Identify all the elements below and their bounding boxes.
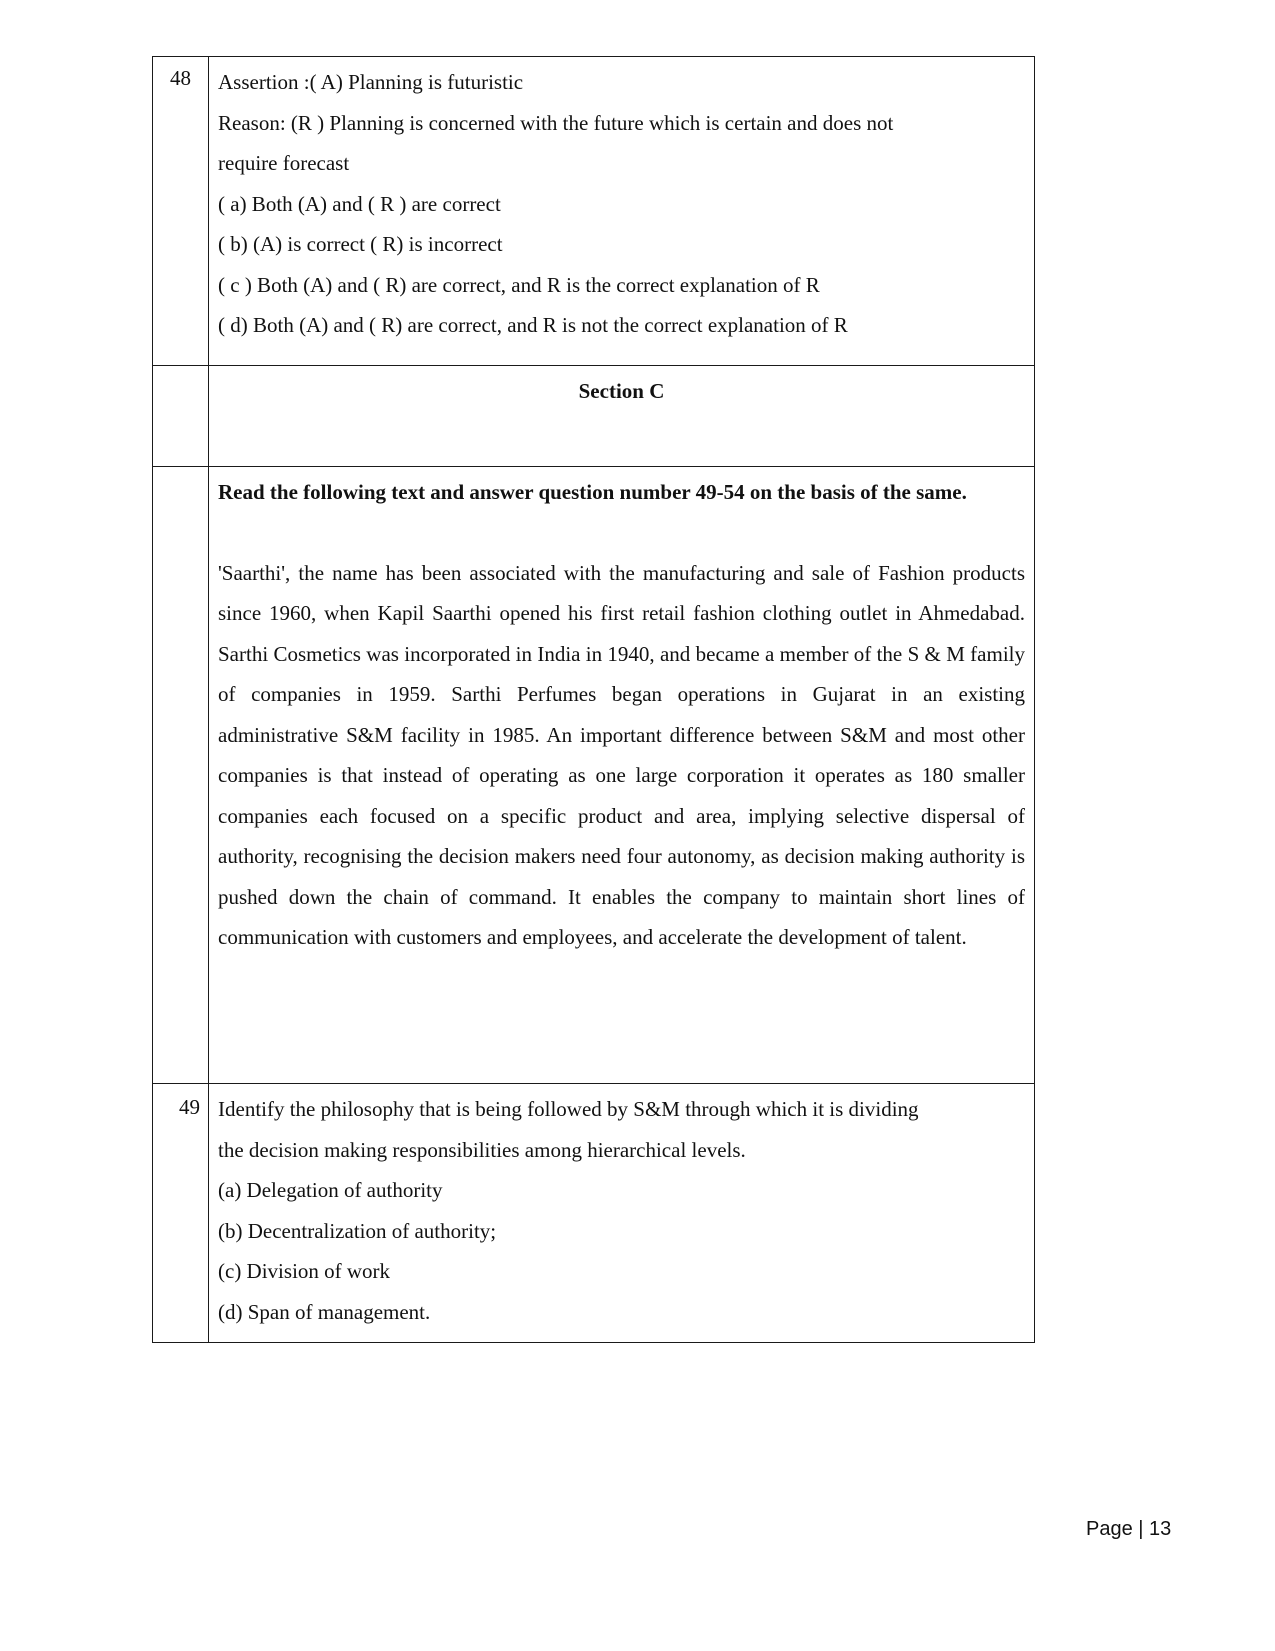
section-title: Section C bbox=[578, 379, 665, 403]
option-b: ( b) (A) is correct ( R) is incorrect bbox=[218, 232, 503, 256]
option-d: (d) Span of management. bbox=[218, 1299, 431, 1324]
empty-number-cell bbox=[153, 366, 209, 467]
option-c: (c) Division of work bbox=[218, 1259, 391, 1283]
passage-instruction: Read the following text and answer question number 49-54 on the basis of the same. bbox=[218, 480, 967, 504]
option-a: ( a) Both (A) and ( R ) are correct bbox=[218, 191, 501, 216]
option-b: (b) Decentralization of authority; bbox=[218, 1218, 497, 1243]
question-number: 48 bbox=[170, 66, 191, 90]
reason-text-continued: require forecast bbox=[218, 151, 350, 175]
question-number: 49 bbox=[179, 1095, 200, 1119]
option-c: ( c ) Both (A) and ( R) are correct, and R is the correct explanation of R bbox=[218, 272, 820, 297]
page-number: Page | 13 bbox=[1086, 1518, 1172, 1540]
option-d: ( d) Both (A) and ( R) are correct, and R is not the correct explanation of R bbox=[218, 313, 848, 337]
option-a: (a) Delegation of authority bbox=[218, 1178, 443, 1202]
assertion-text: Assertion :( A) Planning is futuristic bbox=[218, 70, 524, 94]
passage-text: 'Saarthi', the name has been associated with the manufacturing and sale of Fashion products since 1960, when Kapil Saarthi opened his first retail fashion clothing outlet in Ahmedabad. Sarthi Cosmetics was incorporated in India in 1940, and became a member of the S & M family of companies in 1959. Sarthi Perfumes began operations in Gujarat in an existing administrative S&M facility in 1985. An important difference between S&M and most other companies is that instead of operating as one large corporation it operates as 180 smaller companies each focused on a specific product and area, implying selective dispersal of authority, recognising the decision makers need four autonomy, as decision making authority is pushed down the chain of command. It enables the company to maintain short lines of communication with customers and employees, and accelerate the development of talent. bbox=[218, 560, 1025, 949]
question-text-continued: the decision making responsibilities among hierarchical levels. bbox=[218, 1137, 746, 1162]
question-table bbox=[152, 56, 1035, 1343]
question-number-cell bbox=[153, 57, 209, 366]
section-heading-row bbox=[153, 366, 1035, 467]
reason-text: Reason: (R ) Planning is concerned with the future which is certain and does not bbox=[218, 110, 894, 135]
question-row-48 bbox=[153, 57, 1035, 366]
section-heading-cell bbox=[209, 366, 1035, 467]
passage-cell bbox=[209, 467, 1035, 1084]
passage-row bbox=[153, 467, 1035, 1084]
empty-number-cell bbox=[153, 467, 209, 1084]
question-number-cell bbox=[153, 1084, 209, 1343]
question-text: Identify the philosophy that is being followed by S&M through which it is dividing bbox=[218, 1097, 919, 1121]
question-row-49 bbox=[153, 1084, 1035, 1343]
question-content-cell bbox=[209, 57, 1035, 366]
question-content-cell bbox=[209, 1084, 1035, 1343]
